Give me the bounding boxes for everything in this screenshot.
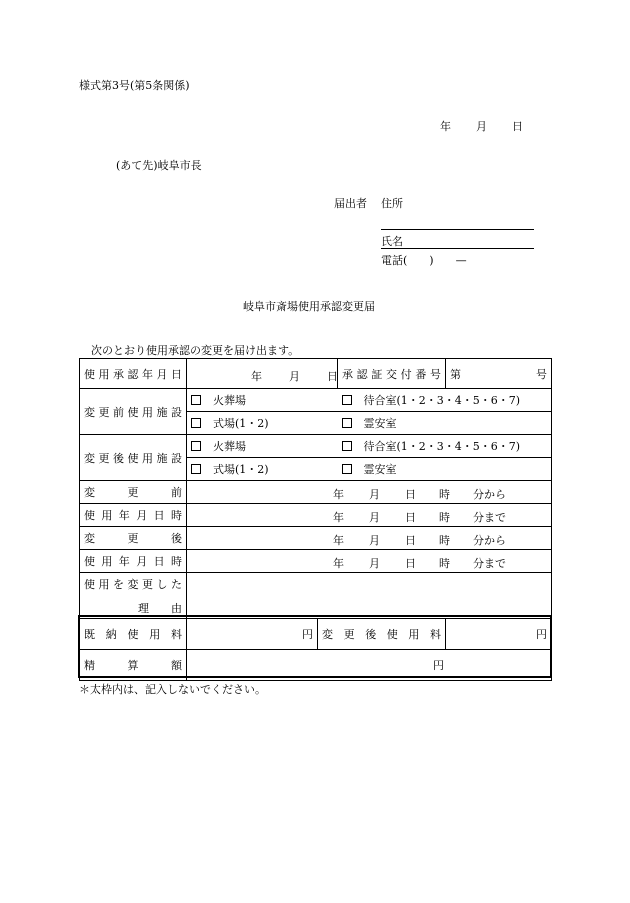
after-waiting-option[interactable]: 待合室(1・2・3・4・5・6・7) (338, 435, 552, 458)
checkbox-icon[interactable] (191, 418, 201, 428)
settlement-label: 精 算 額 (80, 650, 187, 681)
after-facility-label: 変更後使用施設 (80, 435, 187, 481)
before-datetime-label-2: 使用年月日時 (80, 504, 187, 527)
cert-number-label: 承認証交付番号 (338, 359, 446, 389)
form-table (79, 358, 552, 681)
before-datetime-from[interactable]: 年 月 日 時 分から (187, 481, 552, 504)
applicant-label: 届出者 (334, 197, 367, 210)
before-reliquary-option[interactable]: 霊安室 (338, 412, 552, 435)
address-underline (381, 229, 534, 230)
approval-date-label: 使用承認年月日 (80, 359, 187, 389)
reason-label: 使用を変更した 理 由 (80, 573, 187, 619)
reason-field[interactable] (187, 573, 552, 619)
paid-fee-field[interactable]: 円 (187, 619, 318, 650)
after-datetime-to[interactable]: 年 月 日 時 分まで (187, 550, 552, 573)
address-label: 住所 (381, 197, 403, 210)
checkbox-icon[interactable] (342, 464, 352, 474)
before-ceremony-option[interactable]: 式場(1・2) (187, 412, 338, 435)
checkbox-icon[interactable] (191, 464, 201, 474)
new-fee-label: 変更後使用料 (318, 619, 446, 650)
before-facility-label: 変更前使用施設 (80, 389, 187, 435)
after-reliquary-option[interactable]: 霊安室 (338, 458, 552, 481)
checkbox-icon[interactable] (342, 395, 352, 405)
name-underline (381, 248, 534, 249)
checkbox-icon[interactable] (342, 418, 352, 428)
document-title: 岐阜市斎場使用承認変更届 (243, 300, 375, 313)
before-datetime-to[interactable]: 年 月 日 時 分まで (187, 504, 552, 527)
paid-fee-label: 既納使用料 (80, 619, 187, 650)
phone-label: 電話( ) — (381, 254, 467, 267)
change-form (79, 358, 551, 681)
settlement-field[interactable]: 円 (187, 650, 552, 681)
after-datetime-label-2: 使用年月日時 (80, 550, 187, 573)
checkbox-icon[interactable] (191, 395, 201, 405)
intro-text: 次のとおり使用承認の変更を届け出ます。 (91, 344, 300, 357)
date-day: 日 (512, 120, 523, 133)
addressee: (あて先)岐阜市長 (116, 159, 202, 172)
checkbox-icon[interactable] (342, 441, 352, 451)
after-ceremony-option[interactable]: 式場(1・2) (187, 458, 338, 481)
form-number: 様式第3号(第5条関係) (79, 79, 190, 92)
after-datetime-from[interactable]: 年 月 日 時 分から (187, 527, 552, 550)
approval-date-field[interactable]: 年 月 日 (187, 359, 338, 389)
date-month: 月 (476, 120, 487, 133)
before-cremation-option[interactable]: 火葬場 (187, 389, 338, 412)
name-label: 氏名 (381, 235, 403, 248)
checkbox-icon[interactable] (191, 441, 201, 451)
footnote: ＊太枠内は、記入しないでください。 (79, 683, 266, 696)
after-cremation-option[interactable]: 火葬場 (187, 435, 338, 458)
after-datetime-label-1: 変 更 後 (80, 527, 187, 550)
date-year: 年 (440, 120, 451, 133)
new-fee-field[interactable]: 円 (446, 619, 552, 650)
before-datetime-label-1: 変 更 前 (80, 481, 187, 504)
cert-number-field[interactable]: 第 号 (446, 359, 552, 389)
before-waiting-option[interactable]: 待合室(1・2・3・4・5・6・7) (338, 389, 552, 412)
